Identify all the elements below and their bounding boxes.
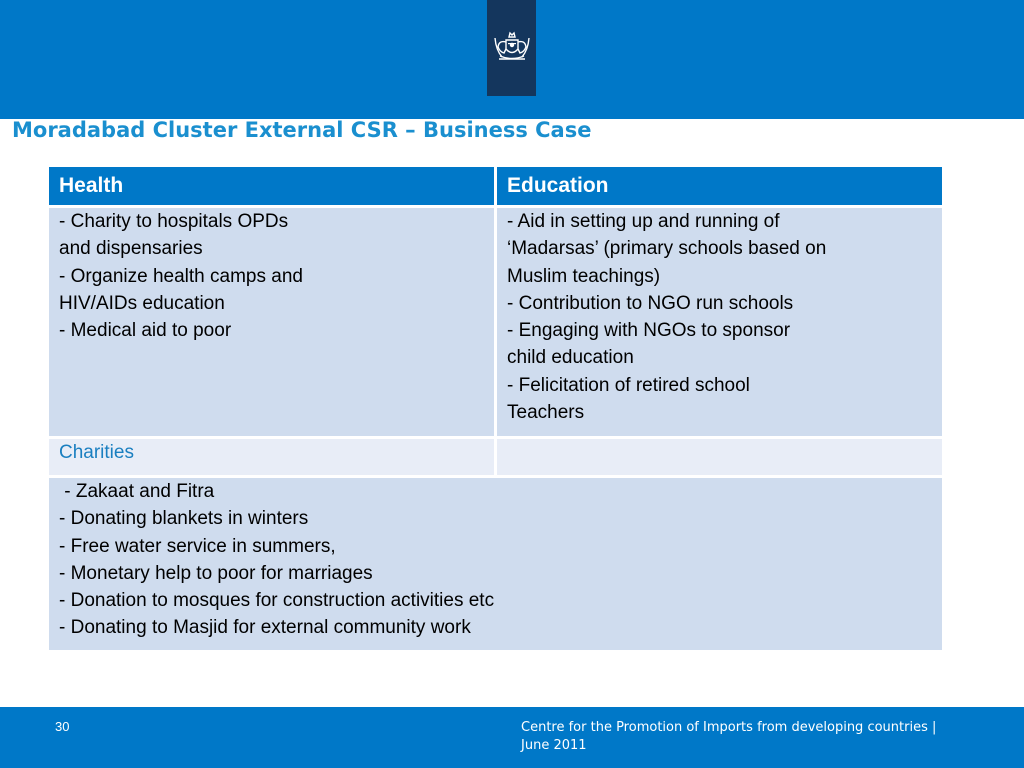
list-item: - Free water service in summers,	[59, 535, 336, 557]
list-item: - Donating blankets in winters	[59, 508, 309, 530]
education-cell	[496, 207, 944, 438]
royal-coat-of-arms-icon	[492, 30, 532, 66]
list-item: - Contribution to NGO run schools	[507, 292, 794, 314]
emblem-banner	[487, 0, 536, 96]
csr-table	[46, 164, 945, 653]
list-item: - Charity to hospitals OPDs	[59, 211, 289, 232]
list-item: ‘Madarsas’ (primary schools based on	[507, 238, 827, 260]
list-item: Muslim teachings)	[507, 265, 661, 287]
list-item: - Organize health camps and	[59, 265, 303, 287]
list-item: and dispensaries	[59, 238, 203, 260]
charities-cell	[48, 477, 944, 652]
list-item: Teachers	[507, 402, 585, 424]
list-item: - Medical aid to poor	[59, 320, 232, 342]
list-item: child education	[507, 347, 634, 369]
charities-label: Charities	[48, 438, 496, 477]
header-health: Health	[48, 166, 496, 207]
list-item: HIV/AIDs education	[59, 292, 225, 314]
list-item: - Felicitation of retired school	[507, 374, 750, 396]
table-row	[48, 438, 944, 477]
table-row	[48, 207, 944, 438]
page-number: 30	[55, 719, 70, 734]
list-item: - Zakaat and Fitra	[59, 481, 215, 502]
empty-cell	[496, 438, 944, 477]
list-item: - Donating to Masjid for external community work	[59, 617, 471, 639]
list-item: - Aid in setting up and running of	[507, 211, 780, 232]
footer-text: Centre for the Promotion of Imports from developing countries | June 2011	[521, 720, 937, 753]
header-row	[48, 166, 944, 207]
list-item: - Engaging with NGOs to sponsor	[507, 320, 791, 342]
list-item: - Monetary help to poor for marriages	[59, 562, 373, 584]
header-education: Education	[496, 166, 944, 207]
slide-title: Moradabad Cluster External CSR – Business Case	[12, 118, 592, 142]
table-row	[48, 477, 944, 652]
list-item: - Donation to mosques for construction activities etc	[59, 590, 495, 612]
health-cell	[48, 207, 496, 438]
